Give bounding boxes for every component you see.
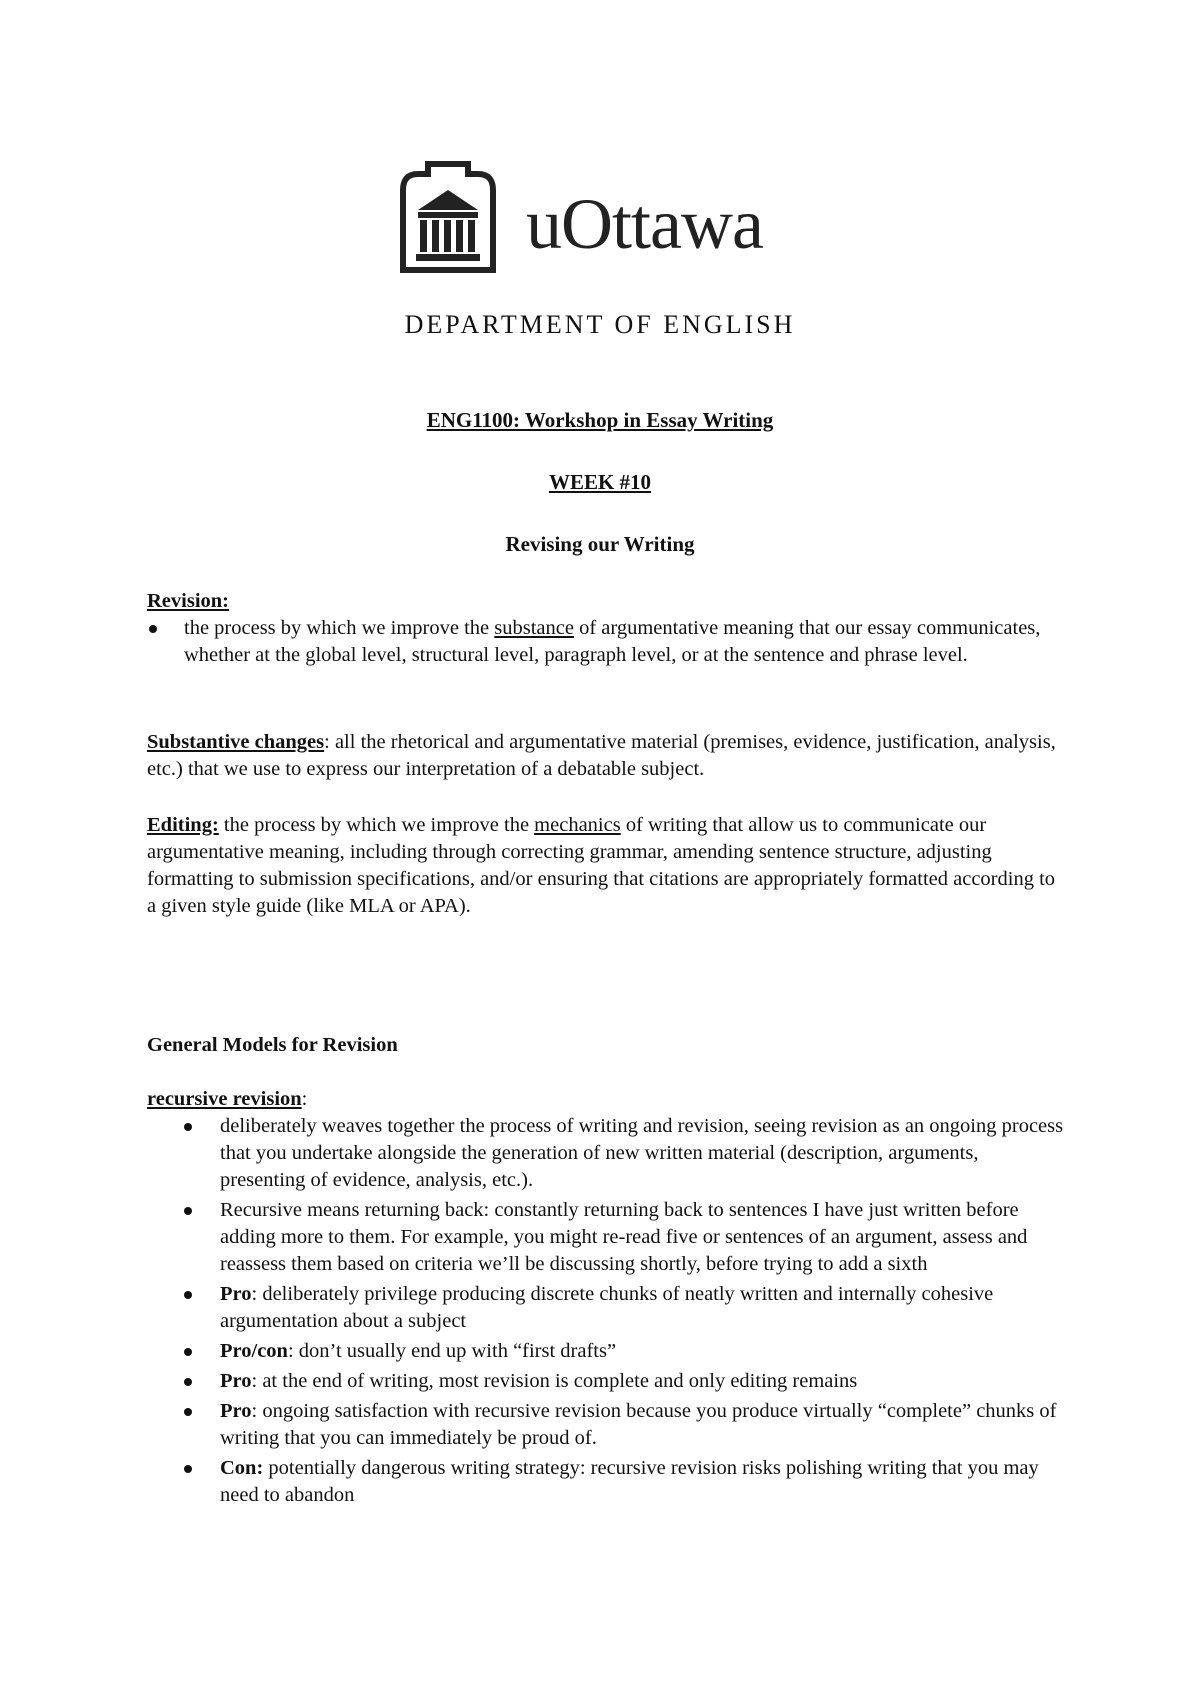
recursive-revision-section: recursive revision: deliberately weaves together the process of writing and revision, seeing revision as an ongoing process that you undertake alongside the generation of new written material (description, arguments, presenting of evidence, analysis, etc.). Recursive means returning back: constantly returning back to sentences I have just written before adding more to them. For example, you might re-read five or sentences of an argument, assess and reassess them based on criteria we’ll be discussing shortly, before trying to add a sixth Pro: deliberately privilege producing discrete chunks of neatly written and internally cohesive argumentation about a subject Pro/con: don’t usually end up with “first drafts” Pro: at the end of writing, most revision is complete and only editing remains Pro: ongoing satisfaction with recursive revision because you produce virtually “complete” chunks of writing that you can immediately be proud of. Con: potentially dangerous writing strategy: recursive revision risks polishing writing that you may need to abandon xyxy=(147,1086,1067,1509)
substantive-changes-paragraph: Substantive changes: all the rhetorical and argumentative material (premises, evidence, justification, analysis, etc.) that we use to express our interpretation of a debatable subject. xyxy=(147,731,1056,780)
list-item: Pro/con: don’t usually end up with “first drafts” xyxy=(147,1338,1067,1365)
bullet-icon xyxy=(149,625,157,633)
bullet-icon xyxy=(184,1207,192,1215)
bullet-icon xyxy=(184,1465,192,1473)
topic-title: Revising our Writing xyxy=(505,532,695,556)
models-heading: General Models for Revision xyxy=(147,1034,398,1056)
editing-paragraph: Editing: the process by which we improve the mechanics of writing that allow us to communicate our argumentative meaning, including through correcting grammar, amending sentence structure, adjusting formatting to submission specifications, and/or ensuring that citations are appropriately formatted according to a given style guide (like MLA or APA). xyxy=(147,814,1056,917)
bullet-icon xyxy=(184,1123,192,1131)
uottawa-logo xyxy=(398,160,818,278)
recursive-list xyxy=(147,1113,1067,1509)
revision-heading: Revision: xyxy=(147,590,229,612)
list-item: Recursive means returning back: constantly returning back to sentences I have just written before adding more to them. For example, you might re-read five or sentences of an argument, assess and reassess them based on criteria we’ll be discussing shortly, before trying to add a sixth xyxy=(147,1197,1067,1278)
bullet-icon xyxy=(184,1378,192,1386)
week-label: WEEK #10 xyxy=(548,470,652,494)
building-icon xyxy=(398,160,498,278)
bullet-icon xyxy=(184,1348,192,1356)
course-title: ENG1100: Workshop in Essay Writing xyxy=(426,408,774,432)
bullet-icon xyxy=(184,1408,192,1416)
list-item: Pro: deliberately privilege producing discrete chunks of neatly written and internally cohesive argumentation about a subject xyxy=(147,1281,1067,1335)
recursive-heading: recursive revision xyxy=(147,1088,302,1110)
list-item: Con: potentially dangerous writing strategy: recursive revision risks polishing writing that you may need to abandon xyxy=(147,1455,1067,1509)
substantive-term: Substantive changes xyxy=(147,731,325,753)
list-item: deliberately weaves together the process of writing and revision, seeing revision as an ongoing process that you undertake alongside the generation of new written material (description, arguments, presenting of evidence, analysis, etc.). xyxy=(147,1113,1067,1194)
revision-list xyxy=(147,615,1067,669)
list-item: Pro: ongoing satisfaction with recursive revision because you produce virtually “complete” chunks of writing that you can immediately be proud of. xyxy=(147,1398,1067,1452)
list-item: Pro: at the end of writing, most revision is complete and only editing remains xyxy=(147,1368,1067,1395)
editing-term: Editing: xyxy=(147,814,219,836)
revision-section xyxy=(147,588,1067,669)
bullet-icon xyxy=(184,1291,192,1299)
department-name: DEPARTMENT OF ENGLISH xyxy=(404,310,796,339)
list-item: the process by which we improve the substance of argumentative meaning that our essay communicates, whether at the global level, structural level, paragraph level, or at the sentence and phrase level. xyxy=(147,615,1067,669)
logo-wordmark: uOttawa xyxy=(526,184,763,264)
